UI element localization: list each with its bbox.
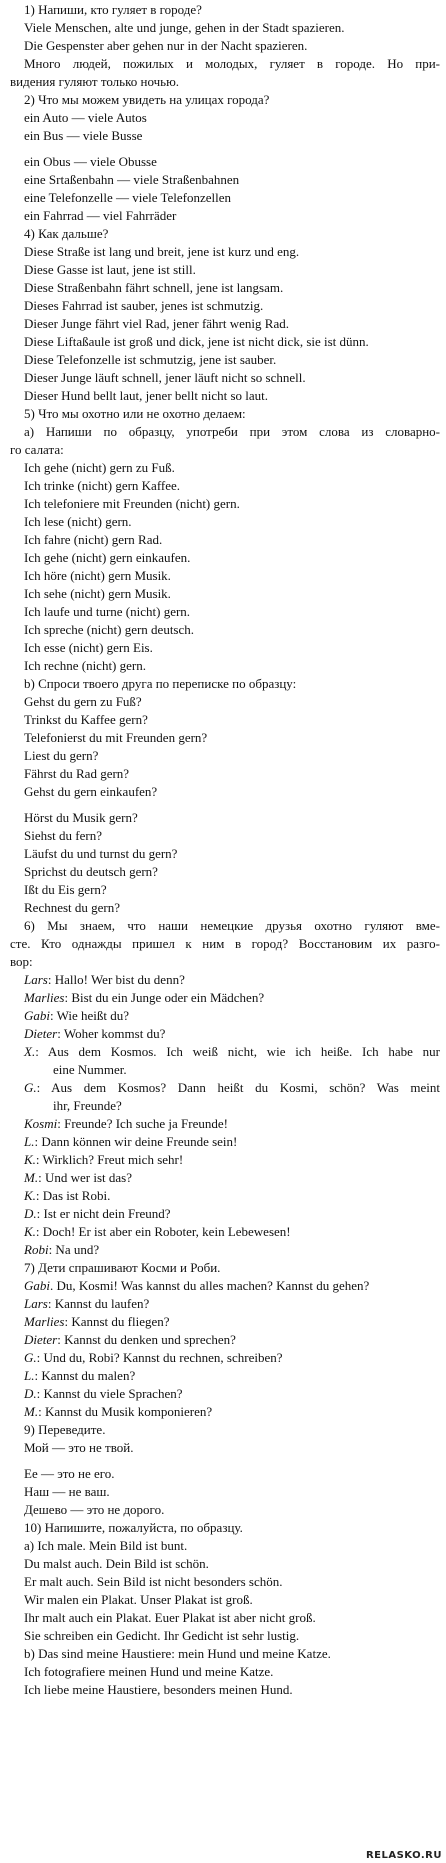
text-line bbox=[0, 1627, 446, 1645]
line-text: : Wirklich? Freut mich sehr! bbox=[35, 1152, 184, 1167]
document-text bbox=[0, 1, 446, 1699]
text-line bbox=[0, 1205, 446, 1223]
text-line bbox=[0, 989, 446, 1007]
text-line bbox=[0, 711, 446, 729]
line-text: : Doch! Er ist aber ein Roboter, kein Lebewesen! bbox=[35, 1224, 291, 1239]
speaker-name: L. bbox=[24, 1134, 35, 1149]
line-text: 10) Напишите, пожалуйста, по образцу. bbox=[24, 1520, 243, 1535]
speaker-name: G. bbox=[24, 1080, 37, 1095]
text-line bbox=[0, 1483, 446, 1501]
speaker-name: Dieter bbox=[24, 1332, 58, 1347]
text-line bbox=[0, 917, 446, 935]
speaker-name: M. bbox=[24, 1170, 39, 1185]
text-line bbox=[0, 477, 446, 495]
text-line bbox=[0, 315, 446, 333]
line-text: : Aus dem Kosmos. Ich weiß nicht, wie ich heiße. Ich habe nur bbox=[35, 1044, 440, 1059]
text-line bbox=[0, 1061, 446, 1079]
text-line bbox=[0, 495, 446, 513]
line-text: Ich lese (nicht) gern. bbox=[24, 514, 132, 529]
speaker-name: Gabi bbox=[24, 1278, 50, 1293]
line-text: : Freunde? Ich suche ja Freunde! bbox=[57, 1116, 228, 1131]
text-line bbox=[0, 1591, 446, 1609]
line-text: : Und wer ist das? bbox=[38, 1170, 132, 1185]
text-line bbox=[0, 783, 446, 801]
line-text: Liest du gern? bbox=[24, 748, 99, 763]
line-text: Ich sehe (nicht) gern Musik. bbox=[24, 586, 171, 601]
text-line bbox=[0, 1555, 446, 1573]
line-text: видения гуляют только ночью. bbox=[10, 74, 180, 89]
line-text: Дешево — это не дорого. bbox=[24, 1502, 165, 1517]
line-text: Ich gehe (nicht) gern einkaufen. bbox=[24, 550, 191, 565]
text-line bbox=[0, 153, 446, 171]
text-line bbox=[0, 333, 446, 351]
line-text: Viele Menschen, alte und junge, gehen in der Stadt spazieren. bbox=[24, 20, 345, 35]
text-line bbox=[0, 531, 446, 549]
text-line bbox=[0, 207, 446, 225]
line-text: Много людей, пожилых и молодых, гуляет в городе. Но при- bbox=[24, 56, 440, 71]
speaker-name: Lars bbox=[24, 972, 48, 987]
speaker-name: K. bbox=[24, 1188, 36, 1203]
line-text: : Dann können wir deine Freunde sein! bbox=[34, 1134, 238, 1149]
line-text: Diese Gasse ist laut, jene ist still. bbox=[24, 262, 196, 277]
text-line bbox=[0, 639, 446, 657]
line-text: Мой — это не твой. bbox=[24, 1440, 134, 1455]
text-line bbox=[0, 971, 446, 989]
text-line bbox=[0, 513, 446, 531]
line-text: : Woher kommst du? bbox=[57, 1026, 166, 1041]
text-line bbox=[0, 675, 446, 693]
text-line bbox=[0, 621, 446, 639]
text-line bbox=[0, 1439, 446, 1457]
text-line bbox=[0, 1223, 446, 1241]
line-text: ein Obus — viele Obusse bbox=[24, 154, 157, 169]
line-text: eine Srtaßenbahn — viele Straßenbahnen bbox=[24, 172, 240, 187]
text-line bbox=[0, 693, 446, 711]
line-text: Ihr malt auch ein Plakat. Euer Plakat ist aber nicht groß. bbox=[24, 1610, 316, 1625]
text-line bbox=[0, 1349, 446, 1367]
text-line bbox=[0, 1645, 446, 1663]
text-line bbox=[0, 171, 446, 189]
line-text: Diese Straße ist lang und breit, jene ist kurz und eng. bbox=[24, 244, 300, 259]
line-text: : Kannst du viele Sprachen? bbox=[36, 1386, 183, 1401]
text-line bbox=[0, 1, 446, 19]
line-text: вор: bbox=[10, 954, 33, 969]
speaker-name: Marlies bbox=[24, 1314, 65, 1329]
line-text: сте. Кто однажды пришел к ним в город? Восстановим их разго- bbox=[10, 936, 440, 951]
line-text: : Und du, Robi? Kannst du rechnen, schreiben? bbox=[36, 1350, 283, 1365]
speaker-name: M. bbox=[24, 1404, 39, 1419]
line-text: b) Das sind meine Haustiere: mein Hund und meine Katze. bbox=[24, 1646, 331, 1661]
line-text: Sprichst du deutsch gern? bbox=[24, 864, 158, 879]
text-line bbox=[0, 459, 446, 477]
text-line bbox=[0, 1663, 446, 1681]
text-line bbox=[0, 243, 446, 261]
text-line bbox=[0, 657, 446, 675]
text-line bbox=[0, 863, 446, 881]
line-text: а) Напиши по образцу, употреби при этом слова из словарно- bbox=[24, 424, 440, 439]
text-line bbox=[0, 1313, 446, 1331]
line-text: Diese Straßenbahn fährt schnell, jene ist langsam. bbox=[24, 280, 284, 295]
text-line bbox=[0, 747, 446, 765]
line-text: : Kannst du denken und sprechen? bbox=[57, 1332, 236, 1347]
line-text: : Bist du ein Junge oder ein Mädchen? bbox=[64, 990, 265, 1005]
line-text: : Hallo! Wer bist du denn? bbox=[47, 972, 185, 987]
line-text: Ißt du Eis gern? bbox=[24, 882, 107, 897]
line-text: : Aus dem Kosmos? Dann heißt du Kosmi, schön? Was meint bbox=[36, 1080, 440, 1095]
line-text: Fährst du Rad gern? bbox=[24, 766, 130, 781]
line-text: Ich laufe und turne (nicht) gern. bbox=[24, 604, 191, 619]
text-line bbox=[0, 729, 446, 747]
text-line bbox=[0, 899, 446, 917]
line-text: Du malst auch. Dein Bild ist schön. bbox=[24, 1556, 209, 1571]
text-line bbox=[0, 1501, 446, 1519]
text-line bbox=[0, 827, 446, 845]
line-text: Ich fahre (nicht) gern Rad. bbox=[24, 532, 163, 547]
line-text: Läufst du und turnst du gern? bbox=[24, 846, 178, 861]
text-line bbox=[0, 91, 446, 109]
line-text: Sie schreiben ein Gedicht. Ihr Gedicht ist sehr lustig. bbox=[24, 1628, 300, 1643]
text-line bbox=[0, 1609, 446, 1627]
speaker-name: D. bbox=[24, 1206, 37, 1221]
line-text: Dieser Hund bellt laut, jener bellt nicht so laut. bbox=[24, 388, 269, 403]
text-line bbox=[0, 1573, 446, 1591]
line-text: : Wie heißt du? bbox=[50, 1008, 130, 1023]
text-line bbox=[0, 1187, 446, 1205]
text-line bbox=[0, 1115, 446, 1133]
text-line bbox=[0, 1403, 446, 1421]
text-line bbox=[0, 387, 446, 405]
line-text: Ich trinke (nicht) gern Kaffee. bbox=[24, 478, 181, 493]
speaker-name: Robi bbox=[24, 1242, 49, 1257]
line-text: : Na und? bbox=[48, 1242, 100, 1257]
text-line bbox=[0, 1421, 446, 1439]
speaker-name: D. bbox=[24, 1386, 37, 1401]
text-line bbox=[0, 1367, 446, 1385]
line-text: Diese Liftaßaule ist groß und dick, jene ist nicht dick, sie ist dünn. bbox=[24, 334, 369, 349]
line-text: 5) Что мы охотно или не охотно делаем: bbox=[24, 406, 246, 421]
text-line bbox=[0, 585, 446, 603]
line-text: Diese Telefonzelle ist schmutzig, jene ist sauber. bbox=[24, 352, 277, 367]
text-line bbox=[0, 809, 446, 827]
text-line bbox=[0, 1043, 446, 1061]
text-line bbox=[0, 1295, 446, 1313]
line-text: Gehst du gern einkaufen? bbox=[24, 784, 158, 799]
line-text: 4) Как дальше? bbox=[24, 226, 109, 241]
speaker-name: G. bbox=[24, 1350, 37, 1365]
text-line bbox=[0, 935, 446, 953]
speaker-name: X. bbox=[24, 1044, 36, 1059]
text-line bbox=[0, 55, 446, 73]
text-line bbox=[0, 881, 446, 899]
line-text: Наш — не ваш. bbox=[24, 1484, 110, 1499]
line-text: Dieser Junge läuft schnell, jener läuft nicht so schnell. bbox=[24, 370, 306, 385]
text-line bbox=[0, 189, 446, 207]
text-line bbox=[0, 225, 446, 243]
text-line bbox=[0, 1151, 446, 1169]
speaker-name: Marlies bbox=[24, 990, 65, 1005]
speaker-name: K. bbox=[24, 1224, 36, 1239]
line-text: Telefonierst du mit Freunden gern? bbox=[24, 730, 208, 745]
text-line bbox=[0, 405, 446, 423]
speaker-name: K. bbox=[24, 1152, 36, 1167]
line-text: Ich telefoniere mit Freunden (nicht) gern. bbox=[24, 496, 240, 511]
speaker-name: Lars bbox=[24, 1296, 48, 1311]
speaker-name: Kosmi bbox=[24, 1116, 58, 1131]
line-text: ein Auto — viele Autos bbox=[24, 110, 147, 125]
text-line bbox=[0, 1385, 446, 1403]
text-line bbox=[0, 1259, 446, 1277]
line-text: ihr, Freunde? bbox=[53, 1098, 122, 1113]
line-text: Ich fotografiere meinen Hund und meine Katze. bbox=[24, 1664, 274, 1679]
line-text: 7) Дети спрашивают Косми и Роби. bbox=[24, 1260, 221, 1275]
line-text: b) Спроси твоего друга по переписке по образцу: bbox=[24, 676, 297, 691]
line-text: Gehst du gern zu Fuß? bbox=[24, 694, 142, 709]
text-line bbox=[0, 109, 446, 127]
text-line bbox=[0, 567, 446, 585]
text-line bbox=[0, 1241, 446, 1259]
line-text: Ich spreche (nicht) gern deutsch. bbox=[24, 622, 195, 637]
text-line bbox=[0, 953, 446, 971]
speaker-name: Gabi bbox=[24, 1008, 50, 1023]
line-text: Dieser Junge fährt viel Rad, jener fährt wenig Rad. bbox=[24, 316, 289, 331]
line-text: го салата: bbox=[10, 442, 64, 457]
line-text: : Kannst du Musik komponieren? bbox=[38, 1404, 213, 1419]
line-text: . Du, Kosmi! Was kannst du alles machen? Kannst du gehen? bbox=[50, 1278, 370, 1293]
text-line bbox=[0, 1681, 446, 1699]
text-line bbox=[0, 37, 446, 55]
line-text: : Kannst du laufen? bbox=[47, 1296, 150, 1311]
line-text: Trinkst du Kaffee gern? bbox=[24, 712, 148, 727]
line-text: a) Ich male. Mein Bild ist bunt. bbox=[24, 1538, 188, 1553]
line-text: : Das ist Robi. bbox=[35, 1188, 111, 1203]
text-line bbox=[0, 19, 446, 37]
text-line bbox=[0, 549, 446, 567]
line-text: eine Telefonzelle — viele Telefonzellen bbox=[24, 190, 232, 205]
watermark: RELASKO.RU bbox=[365, 1850, 442, 1861]
line-text: 2) Что мы можем увидеть на улицах города? bbox=[24, 92, 270, 107]
line-text: 9) Переведите. bbox=[24, 1422, 106, 1437]
line-text: ein Fahrrad — viel Fahrräder bbox=[24, 208, 177, 223]
line-text: Ich höre (nicht) gern Musik. bbox=[24, 568, 171, 583]
speaker-name: Dieter bbox=[24, 1026, 58, 1041]
text-line bbox=[0, 1007, 446, 1025]
line-text: Ich gehe (nicht) gern zu Fuß. bbox=[24, 460, 175, 475]
speaker-name: L. bbox=[24, 1368, 35, 1383]
text-line bbox=[0, 845, 446, 863]
line-text: Ich rechne (nicht) gern. bbox=[24, 658, 146, 673]
line-text: Dieses Fahrrad ist sauber, jenes ist schmutzig. bbox=[24, 298, 264, 313]
text-line bbox=[0, 1025, 446, 1043]
text-line bbox=[0, 765, 446, 783]
line-text: Die Gespenster aber gehen nur in der Nacht spazieren. bbox=[24, 38, 308, 53]
line-text: 6) Мы знаем, что наши немецкие друзья охотно гуляют вме- bbox=[24, 918, 440, 933]
line-text: Hörst du Musik gern? bbox=[24, 810, 138, 825]
line-text: Er malt auch. Sein Bild ist nicht besonders schön. bbox=[24, 1574, 283, 1589]
text-line bbox=[0, 603, 446, 621]
line-text: Ich liebe meine Haustiere, besonders meinen Hund. bbox=[24, 1682, 293, 1697]
text-line bbox=[0, 261, 446, 279]
text-line bbox=[0, 1097, 446, 1115]
line-text: Rechnest du gern? bbox=[24, 900, 121, 915]
text-line bbox=[0, 73, 446, 91]
line-text: Ich esse (nicht) gern Eis. bbox=[24, 640, 153, 655]
line-text: Wir malen ein Plakat. Unser Plakat ist groß. bbox=[24, 1592, 253, 1607]
line-text: Ее — это не его. bbox=[24, 1466, 115, 1481]
text-line bbox=[0, 1169, 446, 1187]
line-text: : Ist er nicht dein Freund? bbox=[36, 1206, 171, 1221]
text-line bbox=[0, 369, 446, 387]
text-line bbox=[0, 1133, 446, 1151]
text-line bbox=[0, 1519, 446, 1537]
line-text: 1) Напиши, кто гуляет в городе? bbox=[24, 2, 202, 17]
text-line bbox=[0, 351, 446, 369]
text-line bbox=[0, 127, 446, 145]
text-line bbox=[0, 1537, 446, 1555]
text-line bbox=[0, 297, 446, 315]
text-line bbox=[0, 423, 446, 441]
text-line bbox=[0, 279, 446, 297]
line-text: eine Nummer. bbox=[53, 1062, 127, 1077]
text-line bbox=[0, 441, 446, 459]
line-text: ein Bus — viele Busse bbox=[24, 128, 143, 143]
text-line bbox=[0, 1277, 446, 1295]
text-line bbox=[0, 1331, 446, 1349]
line-text: Siehst du fern? bbox=[24, 828, 102, 843]
line-text: : Kannst du fliegen? bbox=[64, 1314, 170, 1329]
line-text: : Kannst du malen? bbox=[34, 1368, 136, 1383]
text-line bbox=[0, 1465, 446, 1483]
text-line bbox=[0, 1079, 446, 1097]
